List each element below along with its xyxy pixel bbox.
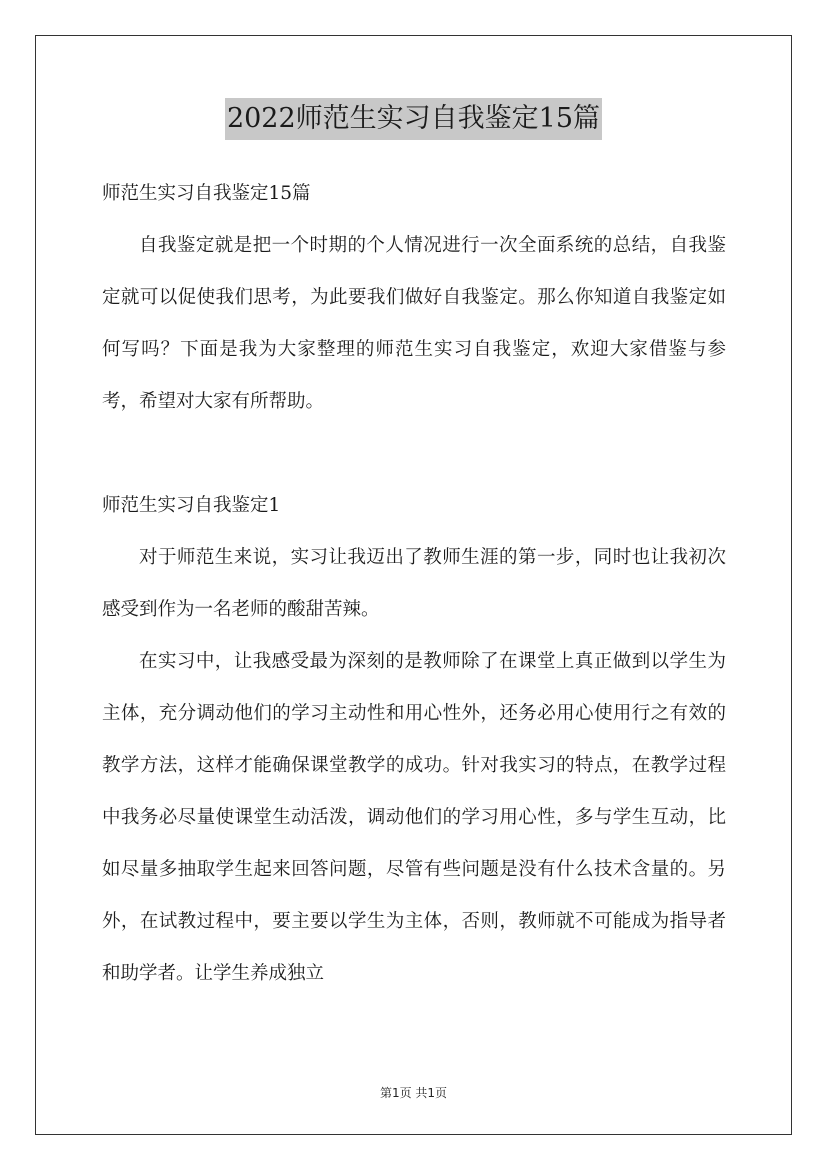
document-body: [102, 168, 726, 1000]
paragraph-2: 在实习中，让我感受最为深刻的是教师除了在课堂上真正做到以学生为主体，充分调动他们的学习主动性和用心性外，还务必用心使用行之有效的教学方法，这样才能确保课堂教学的成功。针对我实习的特点，在教学过程中我务必尽量使课堂生动活泼，调动他们的学习用心性，多与学生互动，比如尽量多抽取学生起来回答问题，尽管有些问题是没有什么技术含量的。另外，在试教过程中，要主要以学生为主体，否则，教师就不可能成为指导者和助学者。让学生养成独立: [102, 651, 726, 984]
page-footer: 第1页 共1页: [379, 1086, 448, 1100]
paragraph-1: 对于师范生来说，实习让我迈出了教师生涯的第一步，同时也让我初次感受到作为一名老师的酸甜苦辣。: [102, 547, 726, 620]
blank-line: [102, 428, 726, 480]
intro-paragraph: 自我鉴定就是把一个时期的个人情况进行一次全面系统的总结，自我鉴定就可以促使我们思考，为此要我们做好自我鉴定。那么你知道自我鉴定如何写吗？下面是我为大家整理的师范生实习自我鉴定，欢迎大家借鉴与参考，希望对大家有所帮助。: [102, 235, 726, 412]
document-title: 2022师范生实习自我鉴定15篇: [225, 98, 602, 140]
section-heading: 师范生实习自我鉴定1: [102, 495, 281, 516]
title-container: [0, 98, 827, 140]
document-subtitle: 师范生实习自我鉴定15篇: [102, 183, 311, 204]
